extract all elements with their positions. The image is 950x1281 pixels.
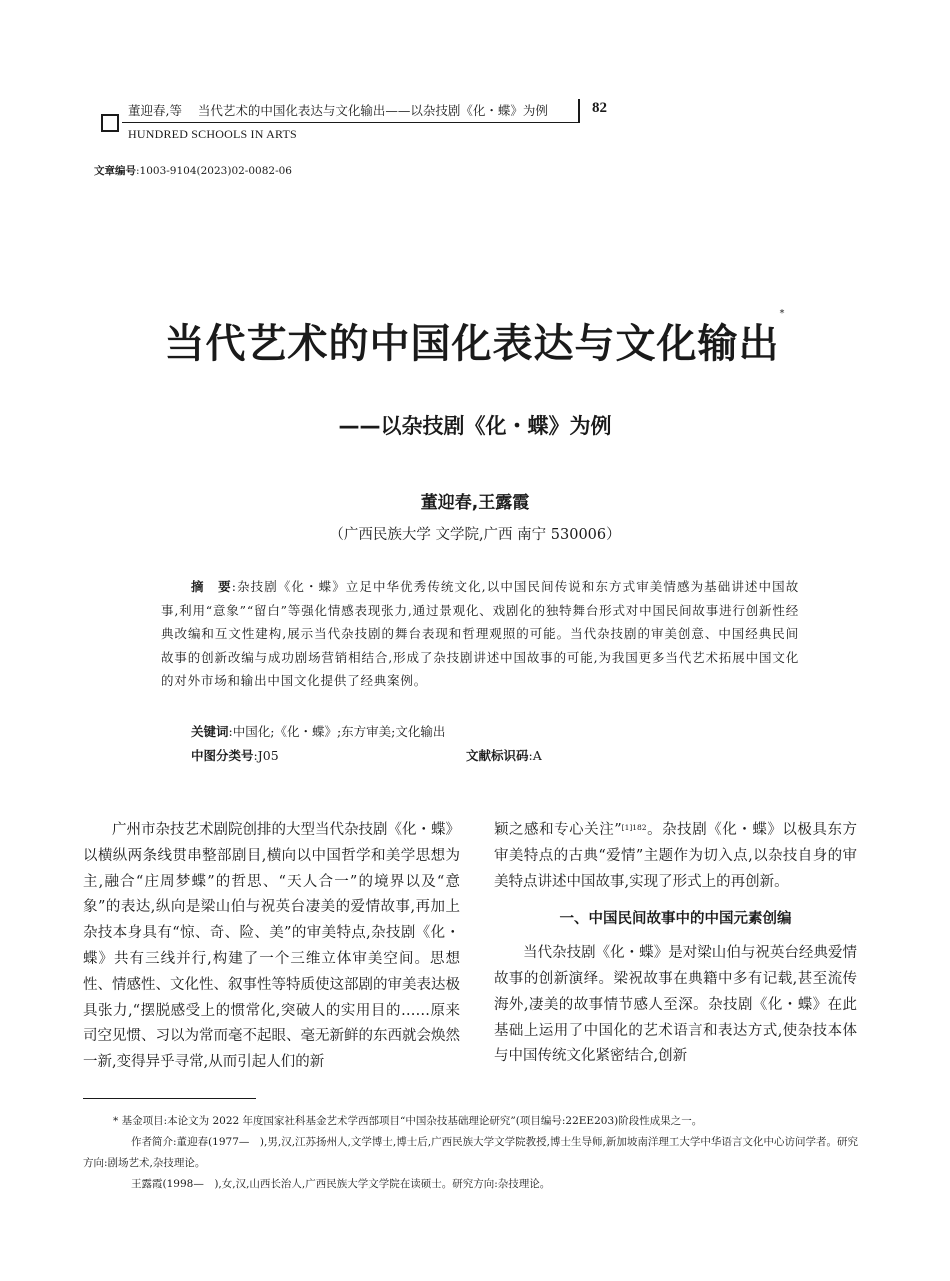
abstract-label: 摘 要: [191, 579, 232, 594]
footnote-author-1: 作者简介:董迎春(1977— ),男,汉,江苏扬州人,文学博士,博士后,广西民族大学文学院教授,博士生导师,新加坡南洋理工大学中华语言文化中心访问学者。研究方向:剧场艺术,杂技理论。: [83, 1136, 858, 1169]
doc-code-label: 文献标识码: [466, 748, 529, 763]
footnote-author-2: 王露霞(1998— ),女,汉,山西长治人,广西民族大学文学院在读硕士。研究方向:杂技理论。: [131, 1178, 551, 1190]
footnotes: [83, 1111, 858, 1195]
keywords: [191, 722, 445, 740]
paper-subtitle: ——以杂技剧《化・蝶》为例: [338, 414, 612, 438]
footnote-fund: * 基金项目:本论文为 2022 年度国家社科基金艺术学西部项目“中国杂技基础理论研究”(项目编号:22EE203)阶段性成果之一。: [113, 1115, 703, 1127]
title-footnote-marker: *: [779, 308, 786, 319]
header-rule: [122, 122, 579, 123]
keywords-value: :中国化;《化・蝶》;东方审美;文化输出: [228, 724, 446, 739]
body-paragraph: 广州市杂技艺术剧院创排的大型当代杂技剧《化・蝶》以横纵两条线贯串整部剧目,横向以中国哲学和美学思想为主,融合“庄周梦蝶”的哲思、“天人合一”的境界以及“意象”的表达,纵向是梁山伯与祝英台凄美的爱情故事,再加上杂技本身具有“惊、奇、险、美”的审美特点,杂技剧《化・蝶》共有三线并行,构建了一个三维立体审美空间。思想性、情感性、文化性、叙事性等特质使这部剧的审美表达极具张力,“摆脱感受上的惯常化,突破人的实用目的……原来司空见惯、习以为常而毫不起眼、毫无新鲜的东西就会焕然一新,变得异乎寻常,从而引起人们的新: [83, 822, 460, 1071]
journal-name: HUNDRED SCHOOLS IN ARTS: [128, 127, 297, 141]
header-running-title: 当代艺术的中国化表达与文化输出——以杂技剧《化・蝶》为例: [197, 103, 548, 118]
doc-code-value: :A: [528, 748, 542, 763]
citation-ref: [1]182: [621, 823, 647, 832]
article-number-value: :1003-9104(2023)02-0082-06: [136, 165, 292, 177]
author-affiliation: （广西民族大学 文学院,广西 南宁 530006）: [329, 527, 621, 543]
body-text: 颖之感和专心关注”: [494, 822, 622, 838]
paper-title: [0, 308, 950, 369]
header-authors: 董迎春,等: [128, 103, 182, 118]
footnote-rule: [83, 1098, 256, 1099]
body-right-column: [494, 818, 857, 1070]
clc-label: 中图分类号: [191, 748, 254, 763]
clc-value: :J05: [253, 748, 279, 763]
body-left-column: [83, 818, 460, 1076]
article-number-label: 文章编号: [94, 165, 136, 177]
header-box-icon: [101, 114, 119, 132]
body-paragraph: 当代杂技剧《化・蝶》是对梁山伯与祝英台经典爱情故事的创新演绎。梁祝故事在典籍中多有记载,甚至流传海外,凄美的故事情节感人至深。杂技剧《化・蝶》在此基础上运用了中国化的艺术语言和表达方式,使杂技本体与中国传统文化紧密结合,创新: [494, 945, 857, 1065]
author-names: 董迎春,王露霞: [420, 493, 530, 513]
keywords-label: 关键词: [191, 724, 229, 739]
page-number: 82: [592, 100, 607, 116]
abstract: [161, 575, 799, 693]
clc-number: [191, 746, 279, 764]
header-separator: [578, 99, 580, 123]
section-heading: 一、中国民间故事中的中国元素创编: [559, 911, 792, 928]
abstract-text: :杂技剧《化・蝶》立足中华优秀传统文化,以中国民间传说和东方式审美情感为基础讲述中国故事,利用“意象”“留白”等强化情感表现张力,通过景观化、戏剧化的独特舞台形式对中国民间故事进行创新性经典改编和互文性建构,展示当代杂技剧的舞台表现和哲理观照的可能。当代杂技剧的审美创意、中国经典民间故事的创新改编与成功剧场营销相结合,形成了杂技剧讲述中国故事的可能,为我国更多当代艺术拓展中国文化的对外市场和输出中国文化提供了经典案例。: [161, 579, 800, 688]
document-code: [466, 746, 542, 764]
body-text: 。杂技剧《化・蝶》以极具东方审美特点的古典“爱情”主题作为切入点,以杂技自身的审美特点讲述中国故事,实现了形式上的再创新。: [494, 822, 857, 890]
running-header: [128, 101, 548, 119]
paper-title-text: 当代艺术的中国化表达与文化输出: [164, 321, 780, 367]
body-paragraph-continued: [494, 818, 857, 895]
article-number: [94, 163, 292, 178]
